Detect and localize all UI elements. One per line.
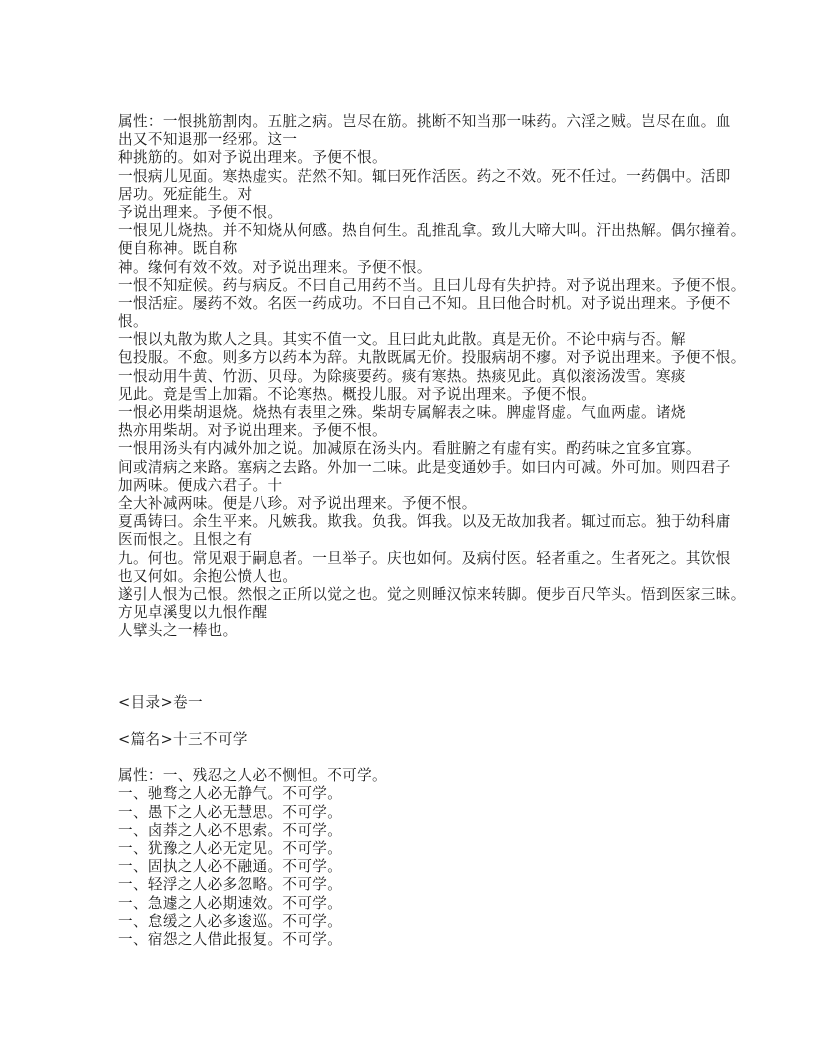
- text-line: 人擘头之一棒也。: [118, 622, 238, 640]
- text-line: 属性：一恨挑筋割肉。五脏之病。岂尽在筋。挑断不知当那一味药。六淫之贼。岂尽在血。血: [118, 113, 731, 130]
- text-line: 一恨不知症候。药与病反。不曰自己用药不当。且曰儿母有失护持。对予说出理来。予便不恨。: [118, 276, 746, 294]
- text-line: 遂引人恨为己恨。然恨之正所以觉之也。觉之则睡汉惊来转脚。便步百尺竿头。悟到医家三昧。: [118, 585, 746, 603]
- text-line: 一恨必用柴胡退烧。烧热有表里之殊。柴胡专属解表之味。脾虚肾虚。气血两虚。诸烧: [118, 404, 686, 421]
- list-item: 一、卤莽之人必不思索。不可学。: [118, 821, 343, 839]
- text-line: 间或清病之来路。塞病之去路。外加一二味。此是变通妙手。如曰内可减。外可加。则四君子: [118, 458, 731, 476]
- text-line: 一恨动用牛黄、竹沥、贝母。为除痰要药。痰有寒热。热痰见此。真似滚汤泼雪。寒痰: [118, 367, 686, 385]
- list-item: 一、犹豫之人必无定见。不可学。: [118, 839, 343, 857]
- chapter-title: <篇名>十三不可学: [118, 730, 248, 748]
- thirteen-cannot-learn-section: [118, 767, 702, 949]
- document-page: [118, 113, 746, 949]
- text-line: 一恨活症。屡药不效。名医一药成功。不曰自己不知。且曰他合时机。对予说出理来。予便不: [118, 294, 731, 312]
- text-line: 一恨病儿见面。寒热虚实。茫然不知。辄曰死作活医。药之不效。死不任过。一药偶中。活即: [118, 167, 731, 185]
- list-item: 一、固执之人必不融通。不可学。: [118, 858, 343, 876]
- text-line: 加两味。便成六君子。十: [118, 476, 283, 494]
- list-item: 一、急遽之人必期速效。不可学。: [118, 894, 343, 912]
- text-line: 包投服。不愈。则多方以药本为辞。丸散既属无价。投服病胡不瘳。对予说出理来。予便不恨。: [118, 349, 746, 367]
- text-line: 种挑筋的。如对予说出理来。予便不恨。: [118, 149, 387, 167]
- list-item: 一、轻浮之人必多忽略。不可学。: [118, 876, 343, 894]
- list-item: 属性：一、残忍之人必不恻怛。不可学。: [118, 767, 387, 785]
- text-line: 全大补减两味。便是八珍。对予说出理来。予便不恨。: [118, 494, 477, 512]
- list-item: 一、驰骛之人必无静气。不可学。: [118, 785, 343, 803]
- heading-gap: [118, 749, 702, 767]
- text-line: 神。缘何有效不效。对予说出理来。予便不恨。: [118, 258, 432, 276]
- text-line: 夏禹铸曰。余生平来。凡嫉我。欺我。负我。饵我。以及无故加我者。辄过而忘。独于幼科庸: [118, 513, 731, 531]
- text-line: 方见卓溪叟以九恨作醒: [118, 604, 268, 622]
- text-line: 居功。死症能生。对: [118, 185, 253, 203]
- section-gap: [118, 640, 702, 694]
- text-line: 一恨见儿烧热。并不知烧从何感。热自何生。乱推乱拿。致儿大啼大叫。汗出热解。偶尔撞着。: [118, 222, 746, 240]
- text-line: 九。何也。常见艰于嗣息者。一旦举子。庆也如何。及病付医。轻者重之。生者死之。其饮恨: [118, 549, 731, 567]
- text-line: 一恨以丸散为欺人之具。其实不值一文。且曰此丸此散。真是无价。不论中病与否。解: [118, 331, 686, 349]
- list-item: 一、怠缓之人必多逡巡。不可学。: [118, 912, 343, 930]
- text-line: 也又何如。余抱公愤人也。: [118, 567, 298, 585]
- text-line: 一恨用汤头有内减外加之说。加减原在汤头内。看脏腑之有虚有实。酌药味之宜多宜寡。: [118, 440, 701, 458]
- text-line: 医而恨之。且恨之有: [118, 531, 253, 549]
- text-line: 便自称神。既自称: [118, 240, 238, 258]
- catalog-heading: <目录>卷一: [118, 694, 203, 712]
- text-line: 见此。竟是雪上加霜。不论寒热。概投儿服。对予说出理来。予便不恨。: [118, 385, 597, 403]
- list-item: 一、宿怨之人借此报复。不可学。: [118, 930, 343, 948]
- list-item: 一、愚下之人必无慧思。不可学。: [118, 803, 343, 821]
- nine-regrets-section: [118, 113, 746, 640]
- text-line: 恨。: [118, 313, 148, 331]
- text-line: 予说出理来。予便不恨。: [118, 203, 283, 221]
- text-line: 热亦用柴胡。对予说出理来。予便不恨。: [118, 422, 387, 440]
- text-line: 出又不知退那一经邪。这一: [118, 131, 298, 149]
- heading-gap: [118, 713, 702, 731]
